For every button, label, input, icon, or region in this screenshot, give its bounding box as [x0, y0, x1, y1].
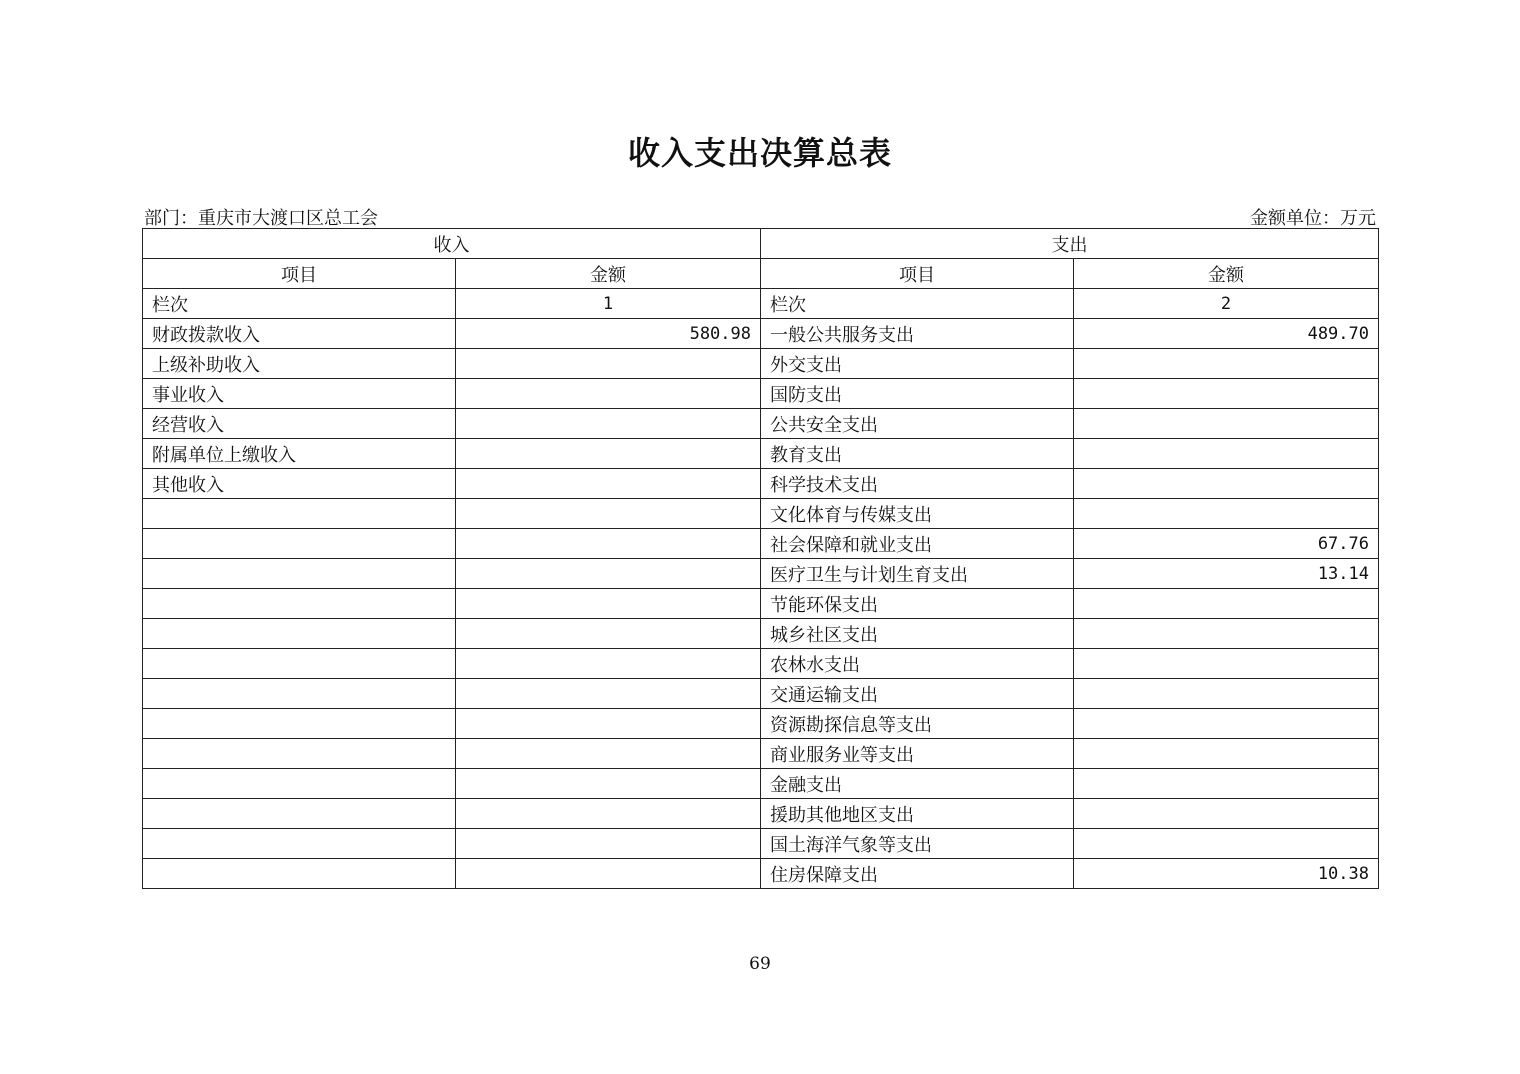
income-item-cell [143, 649, 456, 679]
expense-amount-cell [1074, 739, 1379, 769]
income-section-header: 收入 [143, 229, 761, 259]
income-amount-cell [456, 529, 761, 559]
expense-item-cell: 公共安全支出 [761, 409, 1074, 439]
expense-item-cell: 金融支出 [761, 769, 1074, 799]
income-item-cell [143, 589, 456, 619]
expense-amount-cell [1074, 409, 1379, 439]
income-amount-cell [456, 739, 761, 769]
unit-label: 金额单位：万元 [1250, 208, 1376, 229]
income-item-cell [143, 799, 456, 829]
expense-amount-cell [1074, 829, 1379, 859]
income-amount-cell [456, 649, 761, 679]
income-item-header: 项目 [143, 259, 456, 289]
income-item-cell: 其他收入 [143, 469, 456, 499]
budget-summary-table [142, 228, 1379, 889]
expense-item-cell: 援助其他地区支出 [761, 799, 1074, 829]
table-row [143, 499, 1379, 529]
table-row [143, 349, 1379, 379]
income-item-cell [143, 679, 456, 709]
income-amount-cell [456, 829, 761, 859]
expense-item-cell: 资源勘探信息等支出 [761, 709, 1074, 739]
income-amount-cell [456, 499, 761, 529]
income-amount-cell [456, 439, 761, 469]
expense-item-cell: 一般公共服务支出 [761, 319, 1074, 349]
table-row [143, 709, 1379, 739]
income-item-cell: 经营收入 [143, 409, 456, 439]
expense-item-cell: 医疗卫生与计划生育支出 [761, 559, 1074, 589]
expense-item-cell: 交通运输支出 [761, 679, 1074, 709]
income-amount-cell [456, 349, 761, 379]
income-amount-header: 金额 [456, 259, 761, 289]
income-amount-cell [456, 859, 761, 889]
expense-amount-cell [1074, 439, 1379, 469]
table-row [143, 829, 1379, 859]
table-row [143, 619, 1379, 649]
table-row [143, 589, 1379, 619]
income-column-number: 1 [456, 289, 761, 319]
income-item-cell [143, 769, 456, 799]
expense-column-number: 2 [1074, 289, 1379, 319]
income-item-cell [143, 559, 456, 589]
expense-amount-cell [1074, 709, 1379, 739]
expense-amount-cell [1074, 379, 1379, 409]
income-item-cell: 附属单位上缴收入 [143, 439, 456, 469]
expense-item-header: 项目 [761, 259, 1074, 289]
page-number: 69 [749, 954, 771, 974]
expense-amount-cell: 489.70 [1074, 319, 1379, 349]
expense-item-cell: 商业服务业等支出 [761, 739, 1074, 769]
income-item-cell [143, 619, 456, 649]
expense-item-cell: 住房保障支出 [761, 859, 1074, 889]
income-amount-cell [456, 409, 761, 439]
table-row [143, 379, 1379, 409]
income-amount-cell: 580.98 [456, 319, 761, 349]
table-row [143, 469, 1379, 499]
table-row [143, 769, 1379, 799]
income-item-cell [143, 529, 456, 559]
expense-amount-cell [1074, 469, 1379, 499]
expense-amount-cell: 13.14 [1074, 559, 1379, 589]
expense-amount-cell [1074, 679, 1379, 709]
income-item-cell: 事业收入 [143, 379, 456, 409]
income-amount-cell [456, 799, 761, 829]
expense-item-cell: 教育支出 [761, 439, 1074, 469]
page-title: 收入支出决算总表 [627, 134, 892, 172]
income-amount-cell [456, 769, 761, 799]
income-amount-cell [456, 589, 761, 619]
expense-amount-cell [1074, 349, 1379, 379]
column-header-row [143, 259, 1379, 289]
expense-amount-cell [1074, 499, 1379, 529]
income-item-cell [143, 499, 456, 529]
income-amount-cell [456, 469, 761, 499]
income-item-cell [143, 739, 456, 769]
expense-item-cell: 文化体育与传媒支出 [761, 499, 1074, 529]
expense-amount-cell [1074, 589, 1379, 619]
income-item-cell [143, 859, 456, 889]
income-amount-cell [456, 619, 761, 649]
expense-amount-cell [1074, 619, 1379, 649]
income-item-cell [143, 709, 456, 739]
expense-item-cell: 国土海洋气象等支出 [761, 829, 1074, 859]
expense-amount-cell [1074, 799, 1379, 829]
expense-amount-cell: 10.38 [1074, 859, 1379, 889]
income-column-number-label: 栏次 [143, 289, 456, 319]
table-row [143, 679, 1379, 709]
expense-amount-cell [1074, 769, 1379, 799]
income-item-cell: 财政拨款收入 [143, 319, 456, 349]
expense-amount-header: 金额 [1074, 259, 1379, 289]
expense-section-header: 支出 [761, 229, 1379, 259]
table-row [143, 439, 1379, 469]
income-item-cell: 上级补助收入 [143, 349, 456, 379]
table-row [143, 649, 1379, 679]
income-amount-cell [456, 709, 761, 739]
expense-item-cell: 外交支出 [761, 349, 1074, 379]
table-row [143, 529, 1379, 559]
income-amount-cell [456, 679, 761, 709]
table-row [143, 859, 1379, 889]
expense-item-cell: 节能环保支出 [761, 589, 1074, 619]
table-row [143, 409, 1379, 439]
expense-item-cell: 国防支出 [761, 379, 1074, 409]
table-row [143, 739, 1379, 769]
expense-amount-cell: 67.76 [1074, 529, 1379, 559]
expense-item-cell: 城乡社区支出 [761, 619, 1074, 649]
table-body [143, 319, 1379, 889]
section-header-row [143, 229, 1379, 259]
table-row [143, 559, 1379, 589]
department-label: 部门：重庆市大渡口区总工会 [144, 208, 378, 229]
income-item-cell [143, 829, 456, 859]
column-number-row [143, 289, 1379, 319]
table-row [143, 799, 1379, 829]
expense-item-cell: 社会保障和就业支出 [761, 529, 1074, 559]
table-row [143, 319, 1379, 349]
expense-item-cell: 科学技术支出 [761, 469, 1074, 499]
expense-amount-cell [1074, 649, 1379, 679]
income-amount-cell [456, 559, 761, 589]
expense-column-number-label: 栏次 [761, 289, 1074, 319]
income-amount-cell [456, 379, 761, 409]
expense-item-cell: 农林水支出 [761, 649, 1074, 679]
